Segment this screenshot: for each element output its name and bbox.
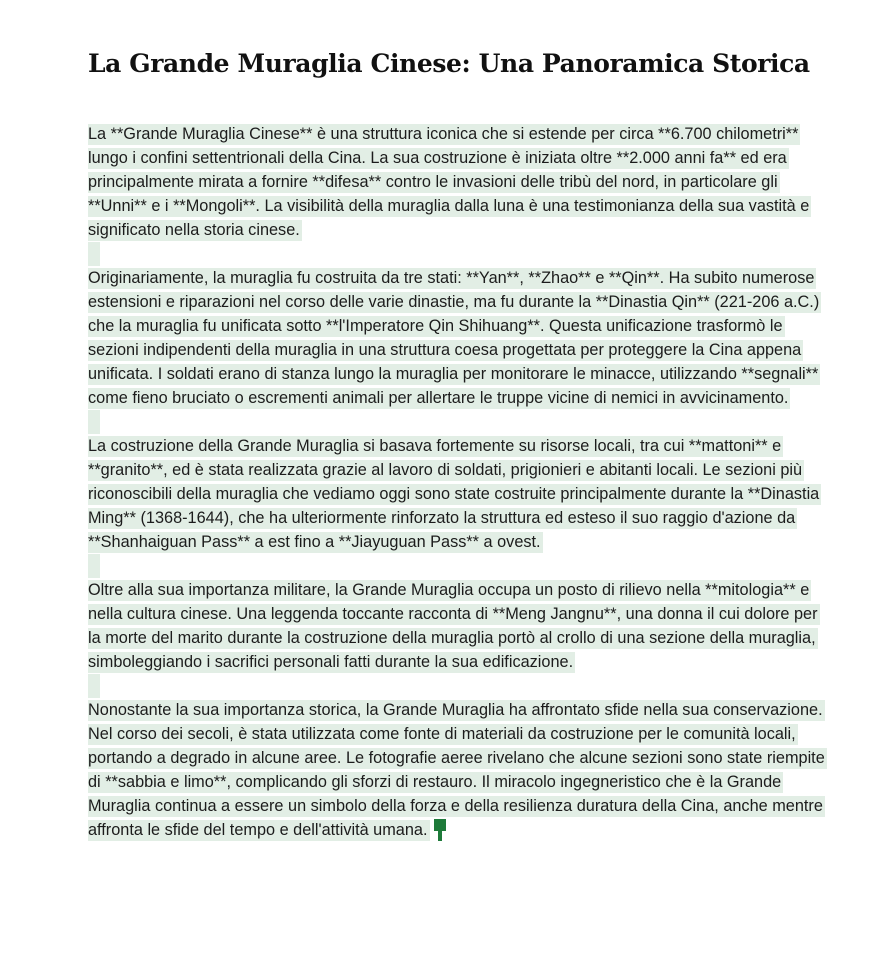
paragraph-3 [88,434,828,554]
paragraph-gap [88,554,100,578]
document-body[interactable] [88,122,828,842]
paragraph-4-text: Oltre alla sua importanza militare, la Grande Muraglia occupa un posto di rilievo nella **mitologia** e nella cultura cinese. Una leggenda toccante racconta di **Meng Jangnu**, una donna il cui dolore per la morte del marito durante la costruzione della muraglia portò al crollo di una sezione della muraglia, simboleggiando i sacrifici personali fatti durante la sua edificazione. [88,581,818,671]
document-title: La Grande Muraglia Cinese: Una Panoramica Storica [88,49,810,78]
paragraph-5-text: Nonostante la sua importanza storica, la Grande Muraglia ha affrontato sfide nella sua conservazione. Nel corso dei secoli, è stata utilizzata come fonte di materiali da costruzione per le comunità locali, portando a degrado in alcune aree. Le fotografie aeree rivelano che alcune sezioni sono state riempite di **sabbia e limo**, complicando gli sforzi di restauro. Il miracolo ingegneristico che è la Grande Muraglia continua a essere un simbolo della forza e della resilienza duratura della Cina, anche mentre affronta le sfide del tempo e dell'attività umana. [88,701,825,839]
paragraph-2-text: Originariamente, la muraglia fu costruita da tre stati: **Yan**, **Zhao** e **Qin**. Ha subito numerose estensioni e riparazioni nel corso delle varie dinastie, ma fu durante la **Dinastia Qin** (221-206 a.C.) che la muraglia fu unificata sotto **l'Imperatore Qin Shihuang**. Questa unificazione trasformò le sezioni indipendenti della muraglia in una struttura coesa progettata per proteggere la Cina appena unificata. I soldati erano di stanza lungo la muraglia per monitorare le minacce, utilizzando **segnali** come fieno bruciato o escrementi animali per allertare le truppe vicine di nemici in avvicinamento. [88,269,820,407]
text-cursor-icon[interactable] [434,819,446,841]
paragraph-gap [88,674,100,698]
paragraph-1-text: La **Grande Muraglia Cinese** è una struttura iconica che si estende per circa **6.700 chilometri** lungo i confini settentrionali della Cina. La sua costruzione è iniziata oltre **2.000 anni fa** ed era principalmente mirata a fornire **difesa** contro le invasioni delle tribù del nord, in particolare gli **Unni** e i **Mongoli**. La visibilità della muraglia dalla luna è una testimonianza della sua vastità e significato nella storia cinese. [88,125,810,239]
paragraph-2 [88,266,828,410]
document-page [88,44,828,842]
paragraph-5 [88,698,828,842]
paragraph-gap [88,242,100,266]
paragraph-gap [88,410,100,434]
paragraph-3-text: La costruzione della Grande Muraglia si basava fortemente su risorse locali, tra cui **mattoni** e **granito**, ed è stata realizzata grazie al lavoro di soldati, prigionieri e abitanti locali. Le sezioni più riconoscibili della muraglia che vediamo oggi sono state costruite principalmente durante la **Dinastia Ming** (1368-1644), che ha ulteriormente rinforzato la struttura ed esteso il suo raggio d'azione da **Shanhaiguan Pass** a est fino a **Jiayuguan Pass** a ovest. [88,437,820,551]
paragraph-1 [88,122,828,242]
paragraph-4 [88,578,828,674]
